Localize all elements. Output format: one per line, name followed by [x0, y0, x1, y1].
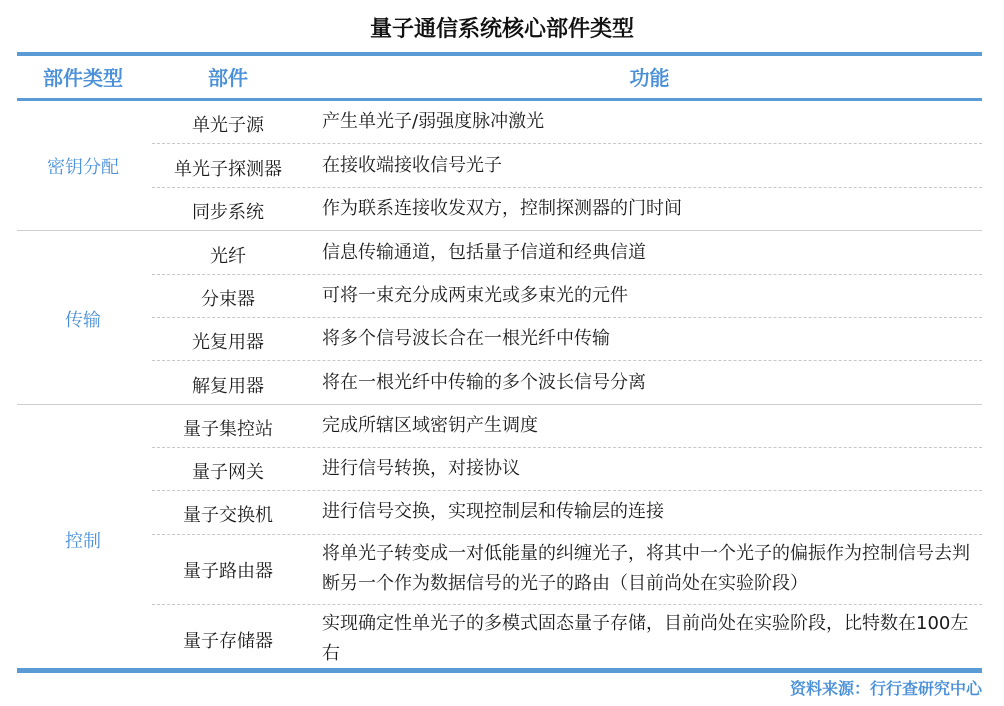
component-name: 解复用器: [192, 376, 264, 397]
component-function: 进行信号交换，实现控制层和传输层的连接: [322, 501, 664, 522]
header-component: 部件: [208, 66, 248, 90]
source-note: 资料来源：行行查研究中心: [789, 679, 982, 698]
component-name: 量子交换机: [183, 505, 273, 526]
header-rule: [17, 98, 982, 101]
component-name: 单光子探测器: [174, 159, 282, 180]
component-name: 量子网关: [192, 462, 264, 483]
component-function: 完成所辖区域密钥产生调度: [322, 415, 538, 436]
component-function: 在接收端接收信号光子: [322, 155, 502, 176]
component-name: 同步系统: [192, 202, 264, 223]
table-title: 量子通信系统核心部件类型: [369, 17, 634, 42]
component-name: 单光子源: [192, 115, 264, 136]
component-function: 作为联系连接收发双方，控制探测器的门时间: [322, 198, 682, 219]
component-function: 将在一根光纤中传输的多个波长信号分离: [322, 372, 646, 393]
row-separator: [152, 447, 982, 448]
component-name: 量子集控站: [183, 419, 273, 440]
group-separator: [17, 230, 982, 231]
row-separator: [152, 534, 982, 535]
component-name: 量子路由器: [183, 561, 273, 582]
component-function: 实现确定性单光子的多模式固态量子存储，目前尚处在实验阶段，比特数在100左右: [322, 613, 969, 664]
component-function: 可将一束充分成两束光或多束光的元件: [322, 285, 628, 306]
row-separator: [152, 143, 982, 144]
group-separator: [17, 404, 982, 405]
component-name: 量子存储器: [183, 631, 273, 652]
row-separator: [152, 317, 982, 318]
row-separator: [152, 490, 982, 491]
row-separator: [152, 360, 982, 361]
component-name: 光纤: [210, 246, 246, 267]
header-function: 功能: [629, 66, 670, 90]
component-function: 信息传输通道，包括量子信道和经典信道: [322, 242, 646, 263]
category-control: 控制: [65, 531, 101, 552]
header-category: 部件类型: [43, 66, 123, 90]
top-rule: [17, 52, 982, 56]
component-function: 产生单光子/弱强度脉冲激光: [322, 111, 545, 132]
row-separator: [152, 187, 982, 188]
component-function: 将多个信号波长合在一根光纤中传输: [322, 328, 610, 349]
bottom-rule: [17, 668, 982, 673]
category-key-distribution: 密钥分配: [47, 157, 119, 178]
component-function: 将单光子转变成一对低能量的纠缠光子，将其中一个光子的偏振作为控制信号去判断另一个作为数据信号的光子的路由（目前尚处在实验阶段）: [322, 543, 970, 594]
category-transmission: 传输: [65, 310, 101, 331]
component-name: 分束器: [201, 289, 255, 310]
row-separator: [152, 274, 982, 275]
component-name: 光复用器: [192, 332, 264, 353]
component-function: 进行信号转换，对接协议: [322, 458, 520, 479]
row-separator: [152, 604, 982, 605]
